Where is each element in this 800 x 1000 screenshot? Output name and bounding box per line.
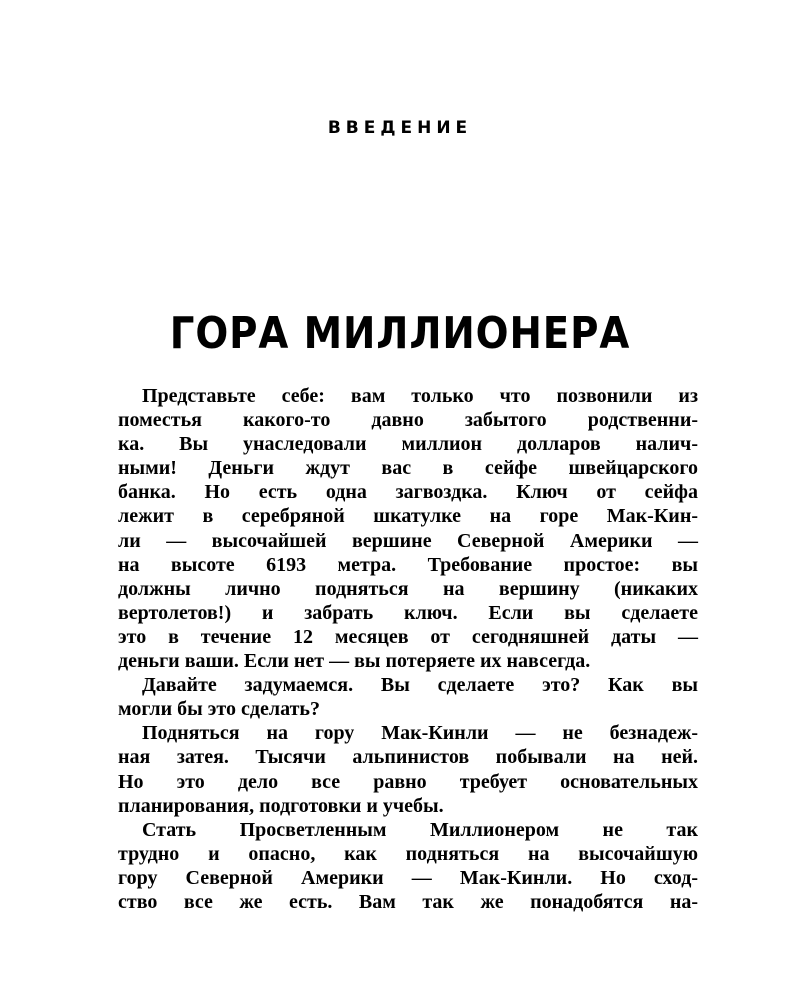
text-line: трудно и опасно, как подняться на высочайшую [118, 842, 698, 865]
body-text [118, 384, 698, 914]
text-line: Подняться на гору Мак-Кинли — не безнадеж- [142, 722, 698, 745]
text-line: могли бы это сделать? [118, 698, 320, 721]
text-line: ная затея. Тысячи альпинистов побывали на ней. [118, 746, 698, 769]
text-line: лежит в серебряной шкатулке на горе Мак-Кин- [118, 505, 698, 528]
text-line: ли — высочайшей вершине Северной Америки — [118, 529, 698, 552]
text-line: деньги ваши. Если нет — вы потеряете их навсегда. [118, 650, 591, 673]
text-line: Стать Просветленным Миллионером не так [142, 818, 698, 841]
text-line: банка. Но есть одна загвоздка. Ключ от сейфа [118, 481, 698, 504]
text-line: на высоте 6193 метра. Требование простое: вы [118, 553, 698, 576]
chapter-title: ГОРА МИЛЛИОНЕРА [169, 308, 631, 359]
text-line: поместья какого-то давно забытого родственни- [118, 409, 698, 432]
text-line: Давайте задумаемся. Вы сделаете это? Как вы [142, 674, 698, 697]
text-line: ными! Деньги ждут вас в сейфе швейцарского [118, 457, 698, 480]
section-label: ВВЕДЕНИЕ [327, 118, 473, 138]
text-line: это в течение 12 месяцев от сегодняшней даты — [118, 625, 698, 648]
text-line: ка. Вы унаследовали миллион долларов налич- [118, 433, 698, 456]
text-line: ство все же есть. Вам так же понадобятся на- [118, 890, 698, 913]
text-line: должны лично подняться на вершину (никаких [118, 577, 698, 600]
text-line: гору Северной Америки — Мак-Кинли. Но сход- [118, 866, 698, 889]
text-line: планирования, подготовки и учебы. [118, 794, 444, 817]
text-line: Представьте себе: вам только что позвонили из [142, 385, 698, 407]
text-line: вертолетов!) и забрать ключ. Если вы сделаете [118, 601, 698, 624]
text-line: Но это дело все равно требует основательных [118, 770, 698, 793]
